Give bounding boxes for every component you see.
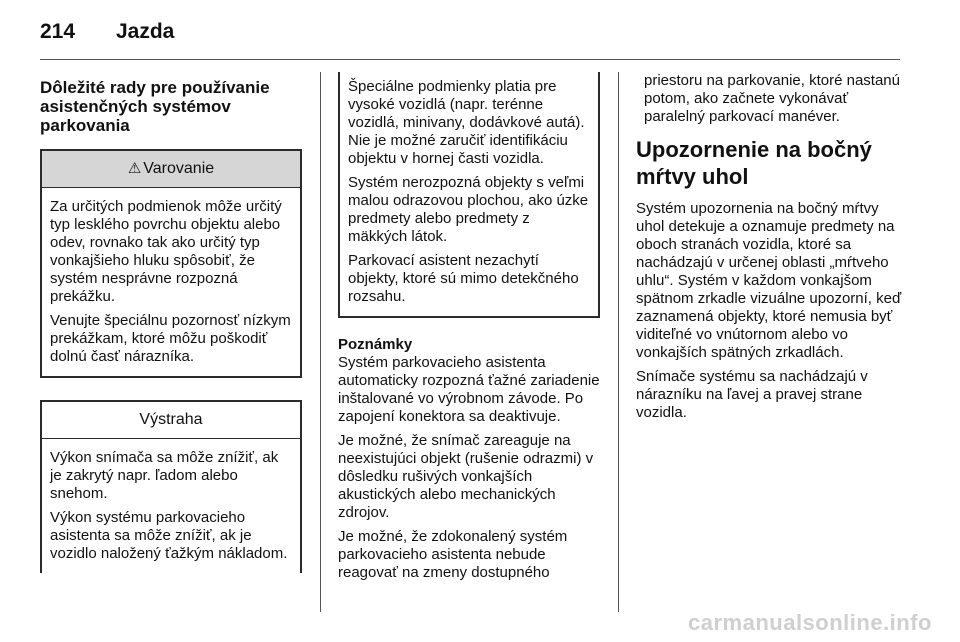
- body-paragraph: Snímače systému sa nachádzajú v nárazníku na ľavej a pravej strane vozidla.: [636, 368, 868, 421]
- notes-paragraph: Systém parkovacieho asistenta automaticky rozpozná ťažné zariadenie inštalované vo výrobnom závode. Po zapojení konektora sa deaktivuje.: [338, 354, 600, 425]
- warning-paragraph: Za určitých podmienok môže určitý typ lesklého povrchu objektu alebo odev, rovnako tak ako určitý typ vonkajšieho hluku spôsobiť, že systém nesprávne rozpozná prekážku.: [50, 198, 282, 305]
- caution-box: [40, 400, 302, 573]
- notes-paragraph: Je možné, že zdokonalený systém parkovacieho asistenta nebude reagovať na zmeny dostupného: [338, 528, 568, 581]
- warning-continued-paragraph: Systém nerozpozná objekty s veľmi malou odrazovou plochou, ako úzke predmety alebo predmety z mäkkých látok.: [348, 174, 589, 245]
- caution-paragraph: Výkon snímača sa môže znížiť, ak je zakrytý napr. ľadom alebo snehom.: [50, 449, 279, 502]
- continued-paragraph: priestoru na parkovanie, ktoré nastanú potom, ako začnete vykonávať paralelný parkovací manéver.: [644, 72, 900, 125]
- warning-box-continued: [338, 72, 600, 318]
- warning-box-body: [42, 188, 300, 376]
- warning-box-title: [42, 151, 300, 188]
- warning-continued-paragraph: Parkovací asistent nezachytí objekty, ktoré sú mimo detekčného rozsahu.: [348, 252, 579, 305]
- header-divider: [40, 59, 900, 60]
- warning-box: [40, 149, 302, 378]
- chapter-title: Jazda: [116, 20, 175, 43]
- warning-title-text: Varovanie: [143, 160, 215, 177]
- notes-title: Poznámky: [338, 336, 413, 353]
- body-paragraph: Systém upozornenia na bočný mŕtvy uhol detekuje a oznamuje predmety na oboch stranách vozidla, ktoré sa nachádzajú v určenej oblasti „mŕtveho uhlu“. Systém v každom vonkajšom spätnom zrkadle vizuálne upozorní, keď zaznamená objekty, ktoré nemusia byť viditeľné vo vnútornom alebo vo vonkajších spätných zrkadlách.: [636, 200, 902, 361]
- site-watermark: carmanualsonline.info: [688, 610, 932, 635]
- caution-box-body: [42, 439, 300, 573]
- page-number: 214: [40, 20, 76, 43]
- notes-paragraph: Je možné, že snímač zareaguje na neexistujúci objekt (rušenie odrazmi) v dôsledku rušivých vonkajších akustických alebo mechanických zdrojov.: [338, 432, 594, 521]
- warning-triangle-icon: ⚠: [127, 160, 142, 177]
- column-right: [636, 72, 908, 428]
- caution-box-title: Výstraha: [42, 402, 300, 439]
- section-heading-parking-tips: Dôležité rady pre používanie asistenčných systémov parkovania: [40, 78, 270, 135]
- caution-paragraph: Výkon systému parkovacieho asistenta sa môže znížiť, ak je vozidlo naložený ťažkým nákladom.: [50, 509, 288, 562]
- warning-paragraph: Venujte špeciálnu pozornosť nízkym prekážkam, ktoré môžu poškodiť dolnú časť nárazníka.: [50, 312, 291, 365]
- section-heading-blind-spot: Upozornenie na bočný mŕtvy uhol: [636, 137, 872, 189]
- page-header: [40, 14, 920, 50]
- warning-continued-paragraph: Špeciálne podmienky platia pre vysoké vozidlá (napr. terénne vozidlá, minivany, dodávkové autá). Nie je možné zaručiť identifikáciu objektu v hornej časti vozidla.: [348, 78, 585, 167]
- column-left: [40, 72, 302, 595]
- column-divider: [320, 72, 321, 612]
- column-middle: [338, 72, 600, 588]
- column-divider: [618, 72, 619, 612]
